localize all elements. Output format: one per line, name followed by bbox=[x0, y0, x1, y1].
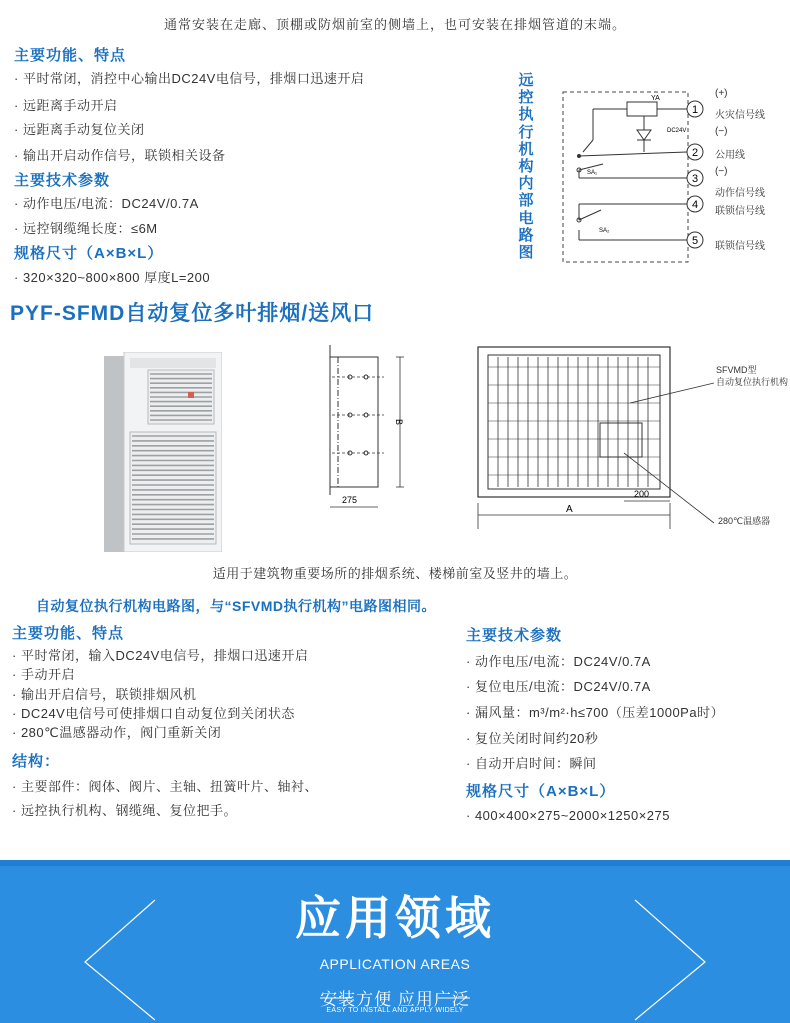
circuit-label-minus1: (−) bbox=[715, 126, 728, 137]
product-title: PYF-SFMD自动复位多叶排烟/送风口 bbox=[10, 302, 375, 325]
sa2-label: SA₂ bbox=[599, 228, 610, 234]
circuit-label-minus2: (−) bbox=[715, 166, 728, 177]
terminal-3: 3 bbox=[691, 173, 699, 185]
spec-2: · 400×400×275~2000×1250×275 bbox=[466, 808, 670, 823]
feature-1-3: · 远距离手动复位关闭 bbox=[14, 122, 145, 137]
banner-small-text: EASY TO INSTALL AND APPLY WIDELY bbox=[326, 1007, 464, 1014]
structure-heading: 结构： bbox=[12, 753, 61, 770]
circuit-title: 远 控 执 行 机 构 内 部 电 路 图 bbox=[518, 72, 534, 262]
callout-mechanism: SFVMD型 自动复位执行机构 bbox=[716, 365, 789, 387]
dc24v-label: DC24V bbox=[667, 128, 687, 134]
dim-275-label: 275 bbox=[342, 495, 358, 505]
spec-heading-1: 规格尺寸（A×B×L） bbox=[14, 245, 164, 262]
circuit-label-interlock2: 联锁信号线 bbox=[715, 241, 765, 252]
product-photo bbox=[104, 352, 222, 552]
banner-subtitle: APPLICATION AREAS bbox=[319, 956, 471, 972]
application-areas-banner bbox=[0, 860, 790, 1023]
ya-label: YA bbox=[651, 95, 660, 102]
application-caption: 适用于建筑物重要场所的排烟系统、楼梯前室及竖井的墙上。 bbox=[212, 566, 578, 581]
feature-1-1: · 平时常闭，消控中心输出DC24V电信号，排烟口迅速开启 bbox=[14, 71, 365, 86]
dim-a-label: A bbox=[566, 504, 573, 515]
circuit-label-fire: 火灾信号线 bbox=[715, 110, 765, 121]
feature-2-1: · 平时常闭，输入DC24V电信号，排烟口迅速开启 bbox=[12, 648, 309, 663]
dim-b-label: B bbox=[394, 419, 404, 426]
tech-1-2: · 远控钢缆绳长度：≤6M bbox=[14, 221, 158, 236]
side-view-drawing bbox=[318, 345, 410, 515]
banner-slogan: 安装方便 应用广泛 bbox=[320, 990, 470, 1009]
features-heading-2: 主要功能、特点 bbox=[12, 625, 125, 642]
tech-heading-1: 主要技术参数 bbox=[14, 172, 111, 189]
sa1-label: SA₁ bbox=[587, 170, 598, 176]
dim-200-label: 200 bbox=[634, 489, 650, 499]
terminal-2: 2 bbox=[691, 147, 699, 159]
callout-temp-sensor: 280℃温感器 bbox=[718, 516, 771, 526]
spec-1: · 320×320~800×800 厚度L=200 bbox=[14, 270, 211, 285]
feature-2-2: · 手动开启 bbox=[12, 667, 75, 682]
circuit-label-interlock1: 联锁信号线 bbox=[715, 206, 765, 217]
feature-1-2: · 远距离手动开启 bbox=[14, 98, 118, 113]
banner-title: 应用领域 bbox=[295, 892, 495, 944]
circuit-note: 自动复位执行机构电路图，与“SFVMD执行机构”电路图相同。 bbox=[36, 598, 436, 614]
feature-2-4: · DC24V电信号可使排烟口自动复位到关闭状态 bbox=[12, 706, 295, 721]
structure-1: · 主要部件：阀体、阀片、主轴、扭簧叶片、轴衬、 bbox=[12, 779, 318, 794]
terminal-4: 4 bbox=[691, 199, 699, 211]
tech-2-5: · 自动开启时间：瞬间 bbox=[466, 756, 597, 771]
tech-2-3: · 漏风量：m³/m²·h≤700（压差1000Pa时） bbox=[466, 705, 725, 720]
terminal-1: 1 bbox=[691, 104, 699, 116]
feature-1-4: · 输出开启动作信号，联锁相关设备 bbox=[14, 148, 226, 163]
spec-heading-2: 规格尺寸（A×B×L） bbox=[466, 783, 616, 800]
tech-2-4: · 复位关闭时间约20秒 bbox=[466, 731, 599, 746]
intro-text: 通常安装在走廊、顶棚或防烟前室的侧墙上，也可安装在排烟管道的末端。 bbox=[163, 17, 626, 32]
tech-1-1: · 动作电压/电流：DC24V/0.7A bbox=[14, 196, 199, 211]
terminal-5: 5 bbox=[691, 235, 699, 247]
circuit-label-common: 公用线 bbox=[715, 150, 745, 161]
tech-2-1: · 动作电压/电流：DC24V/0.7A bbox=[466, 654, 651, 669]
circuit-label-plus: (+) bbox=[715, 88, 728, 99]
circuit-diagram bbox=[555, 80, 735, 270]
features-heading-1: 主要功能、特点 bbox=[14, 47, 127, 64]
circuit-label-action: 动作信号线 bbox=[715, 188, 765, 199]
structure-2: · 远控执行机构、钢缆绳、复位把手。 bbox=[12, 803, 237, 818]
tech-2-2: · 复位电压/电流：DC24V/0.7A bbox=[466, 679, 651, 694]
tech-heading-2: 主要技术参数 bbox=[466, 627, 563, 644]
feature-2-5: · 280℃温感器动作，阀门重新关闭 bbox=[12, 725, 222, 740]
feature-2-3: · 输出开启信号，联锁排烟风机 bbox=[12, 687, 197, 702]
